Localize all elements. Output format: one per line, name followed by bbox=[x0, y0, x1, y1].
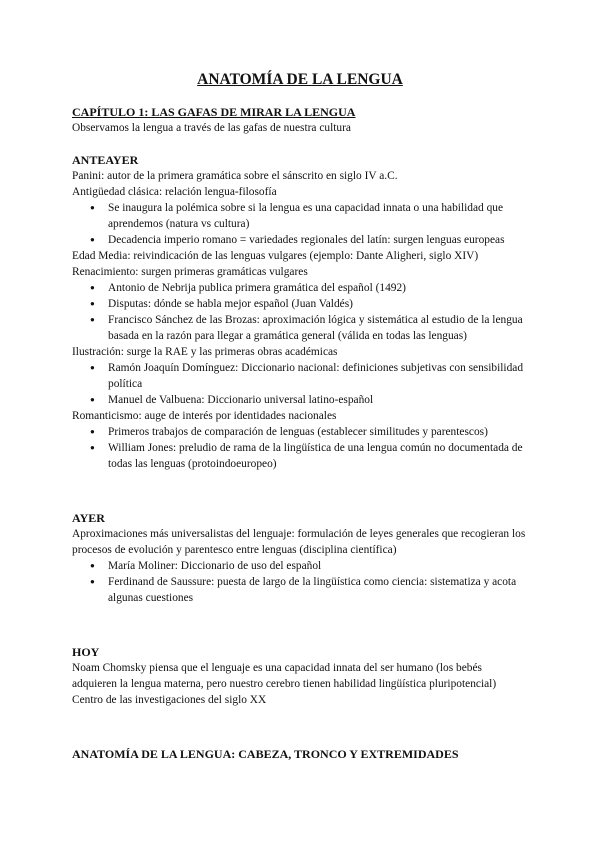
bullet-list bbox=[72, 558, 528, 606]
paragraph: Panini: autor de la primera gramática sobre el sánscrito en siglo IV a.C. bbox=[72, 170, 398, 182]
list-item: ● Antonio de Nebrija publica primera gramática del español (1492) bbox=[72, 280, 528, 296]
section-ayer-heading: AYER bbox=[72, 511, 105, 525]
list-item: ● Ferdinand de Saussure: puesta de largo de la lingüística como ciencia: sistematiza y acota algunas cuestiones bbox=[72, 574, 528, 606]
paragraph: Ilustración: surge la RAE y las primeras obras académicas bbox=[72, 346, 338, 358]
paragraph: Antigüedad clásica: relación lengua-filosofía bbox=[72, 186, 277, 198]
spacer bbox=[72, 136, 528, 152]
bullet-list bbox=[72, 424, 528, 472]
paragraph: Aproximaciones más universalistas del lenguaje: formulación de leyes generales que recogieran los procesos de evolución y parentesco entre lenguas (disciplina científica) bbox=[72, 528, 526, 556]
document-page bbox=[72, 70, 528, 762]
paragraph: Centro de las investigaciones del siglo XX bbox=[72, 694, 267, 706]
document-title: ANATOMÍA DE LA LENGUA bbox=[197, 71, 403, 88]
bullet-list bbox=[72, 360, 528, 408]
bullet-list bbox=[72, 280, 528, 344]
list-item: ● María Moliner: Diccionario de uso del español bbox=[72, 558, 528, 574]
spacer bbox=[72, 708, 528, 746]
section-hoy-heading: HOY bbox=[72, 645, 100, 659]
section-anteayer-heading: ANTEAYER bbox=[72, 153, 139, 167]
list-item: ● Se inaugura la polémica sobre si la lengua es una capacidad innata o una habilidad que aprendemos (natura vs cultura) bbox=[72, 200, 528, 232]
list-item: ● Primeros trabajos de comparación de lenguas (establecer similitudes y parentescos) bbox=[72, 424, 528, 440]
list-item: ● Decadencia imperio romano = variedades regionales del latín: surgen lenguas europeas bbox=[72, 232, 528, 248]
paragraph: Edad Media: reivindicación de las lenguas vulgares (ejemplo: Dante Aligheri, siglo XIV) bbox=[72, 250, 479, 262]
bullet-list bbox=[72, 200, 528, 248]
paragraph: Renacimiento: surgen primeras gramáticas vulgares bbox=[72, 266, 308, 278]
list-item: ● William Jones: preludio de rama de la lingüística de una lengua común no documentada de todas las lenguas (protoindoeuropeo) bbox=[72, 440, 528, 472]
spacer bbox=[72, 472, 528, 510]
list-item: ● Francisco Sánchez de las Brozas: aproximación lógica y sistemática al estudio de la lengua basada en la razón para llegar a gramática general (válida en todas las lenguas) bbox=[72, 312, 528, 344]
paragraph: Noam Chomsky piensa que el lenguaje es una capacidad innata del ser humano (los bebés adquieren la lengua materna, pero nuestro cerebro tienen habilidad lingüística pluripotencial) bbox=[72, 662, 497, 690]
chapter-1-intro: Observamos la lengua a través de las gafas de nuestra cultura bbox=[72, 122, 351, 134]
paragraph: Romanticismo: auge de interés por identidades nacionales bbox=[72, 410, 337, 422]
chapter-1-heading: CAPÍTULO 1: LAS GAFAS DE MIRAR LA LENGUA bbox=[72, 105, 356, 119]
list-item: ● Disputas: dónde se habla mejor español (Juan Valdés) bbox=[72, 296, 528, 312]
list-item: ● Ramón Joaquín Domínguez: Diccionario nacional: definiciones subjetivas con sensibilidad política bbox=[72, 360, 528, 392]
spacer bbox=[72, 606, 528, 644]
list-item: ● Manuel de Valbuena: Diccionario universal latino-español bbox=[72, 392, 528, 408]
final-section-heading: ANATOMÍA DE LA LENGUA: CABEZA, TRONCO Y EXTREMIDADES bbox=[72, 747, 459, 761]
